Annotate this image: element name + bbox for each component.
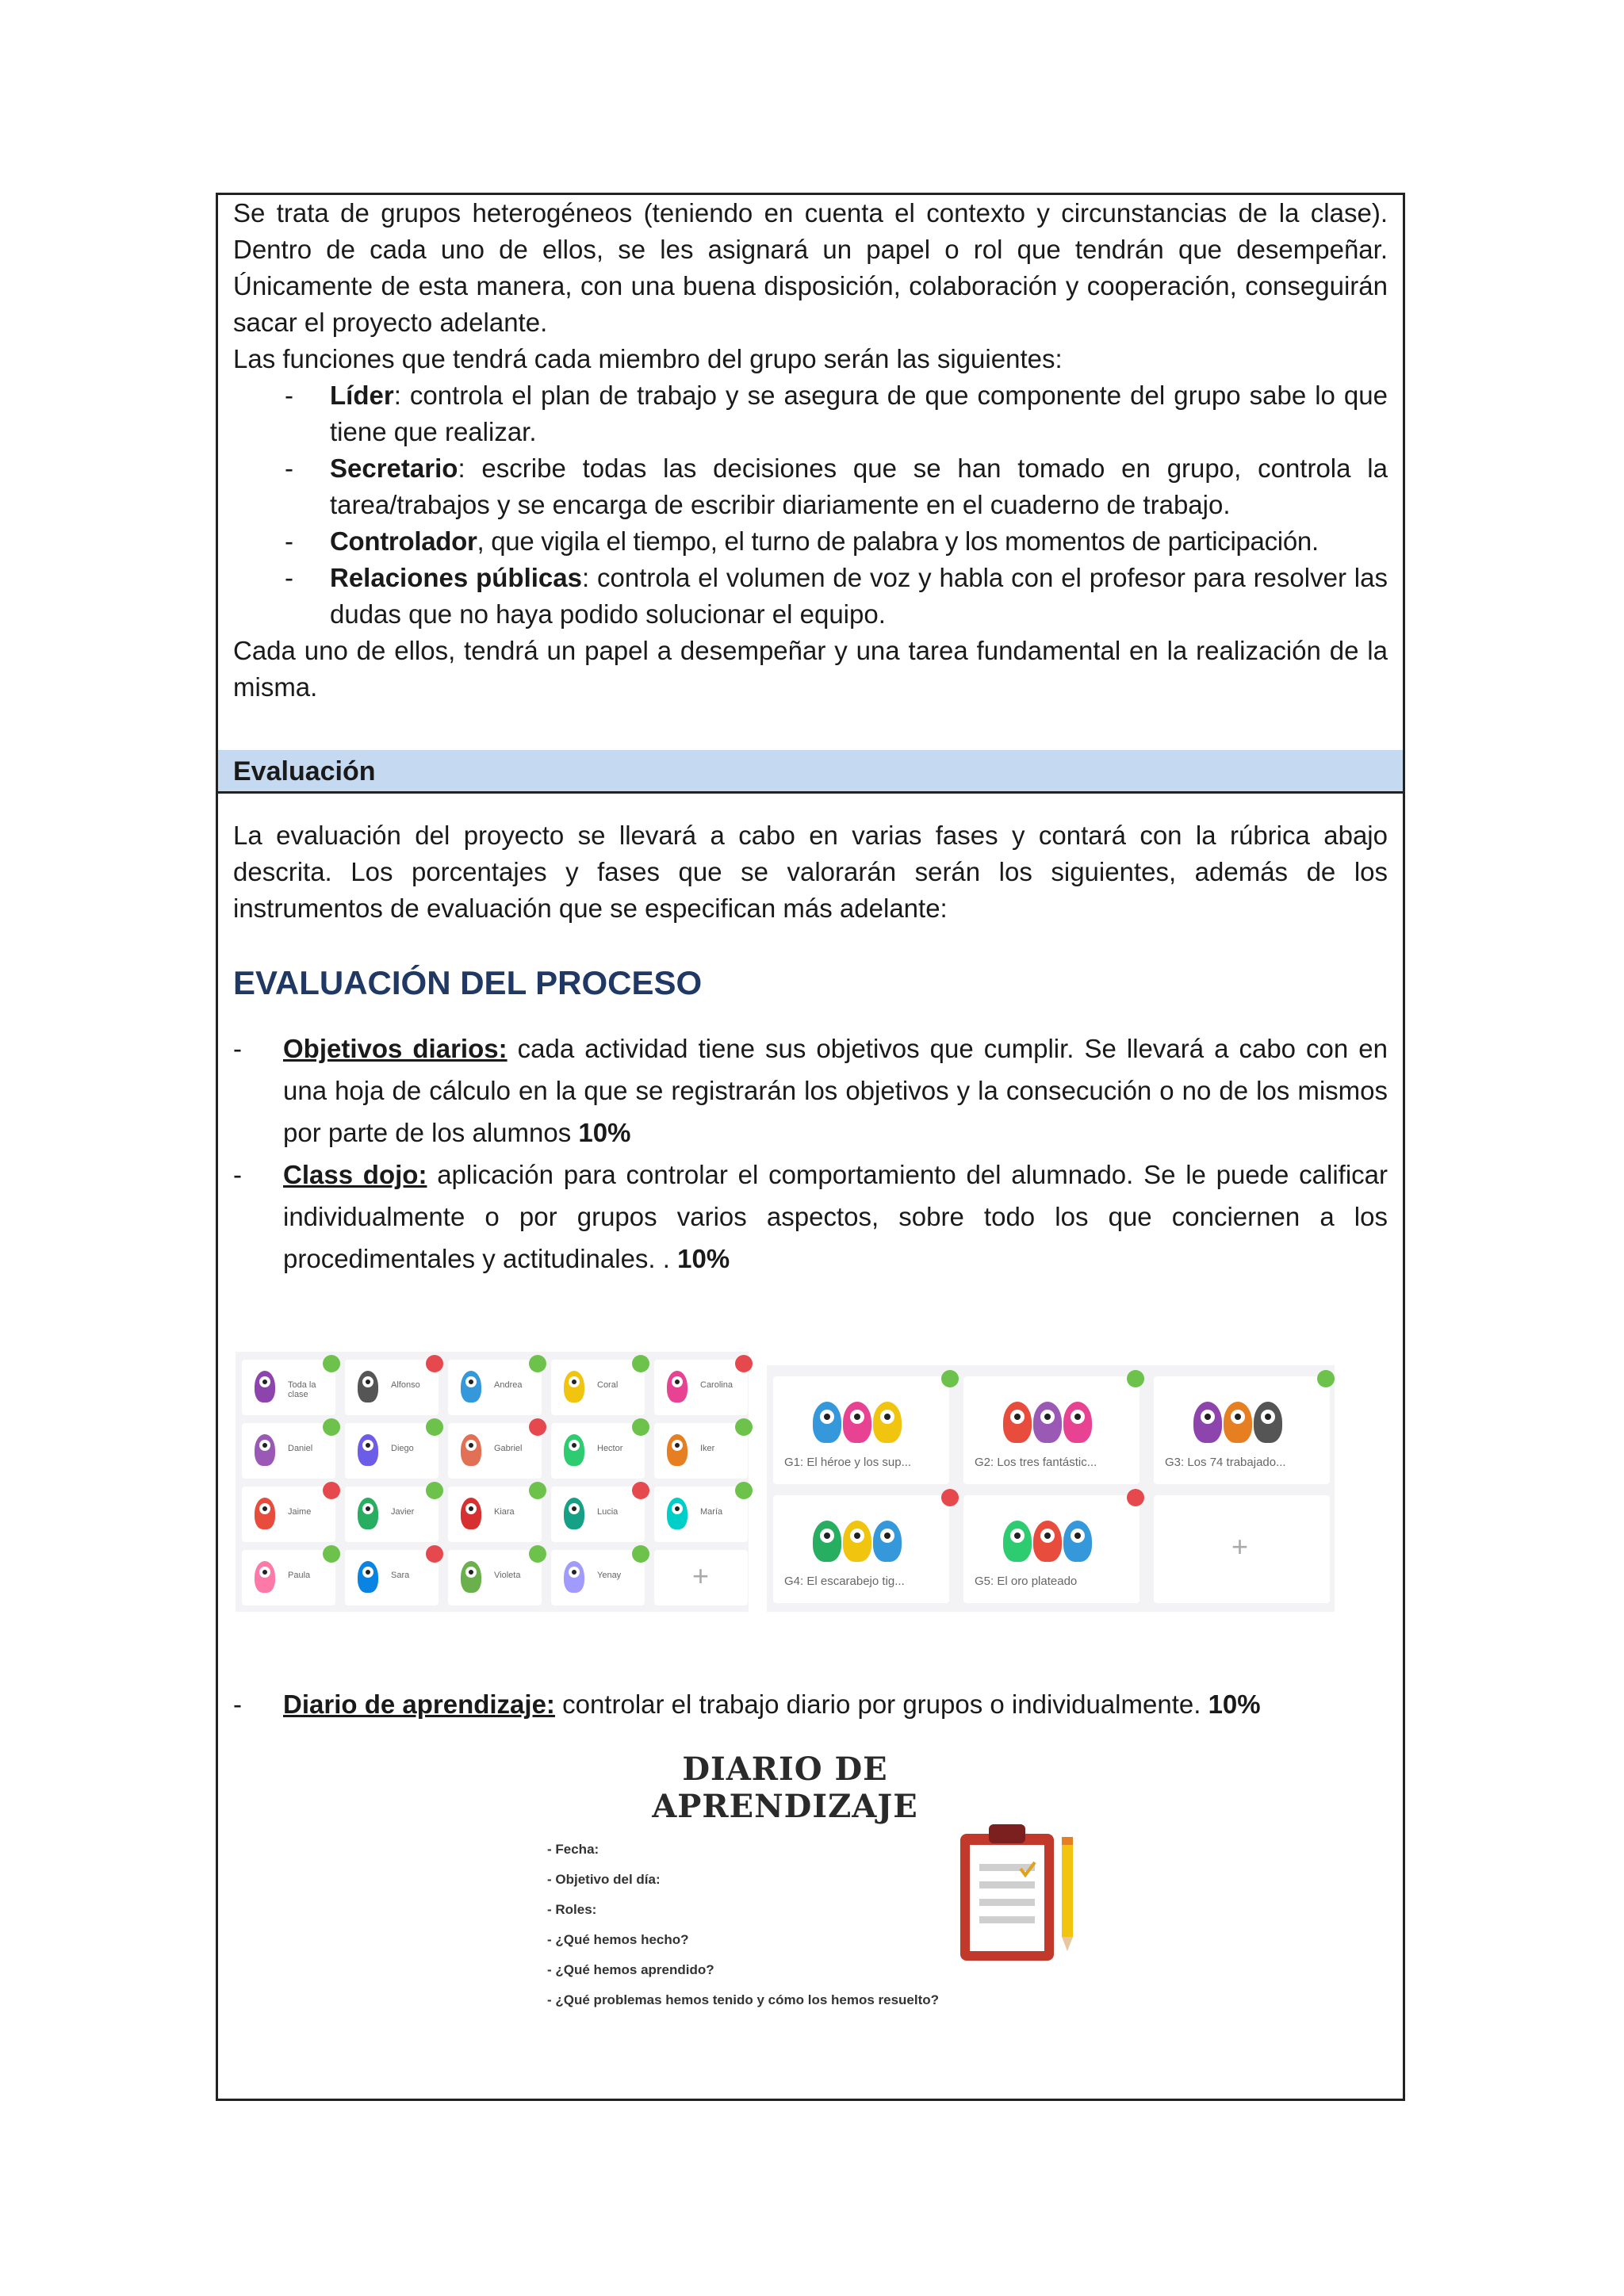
student-card[interactable]: [242, 1550, 335, 1605]
eval-item-text: aplicación para controlar el comportamiento del alumnado. Se le puede calificar individualmente o por grupos varios aspectos, sobre todo los que conciernen a los procedimentales y actitudinales. .: [283, 1160, 1388, 1273]
monster-avatar: [813, 1521, 841, 1562]
monster-eye: [880, 1529, 894, 1543]
eval-item-title: Class dojo:: [283, 1160, 427, 1189]
student-card[interactable]: [345, 1487, 439, 1542]
monster-avatar: [461, 1498, 481, 1529]
student-name: Alfonso: [391, 1380, 420, 1390]
monster-eye: [465, 1376, 477, 1387]
role-item-secretario: [330, 450, 1388, 523]
student-name: Iker: [700, 1444, 715, 1453]
role-text: : escribe todas las decisiones que se han tomado en grupo, controla la tarea/trabajos y se encarga de escribir diariamente en el cuaderno de trabajo.: [330, 453, 1388, 519]
document-table: [216, 193, 1405, 2101]
points-badge: [632, 1545, 649, 1563]
monster-eye: [850, 1410, 864, 1424]
student-name: Gabriel: [494, 1444, 523, 1453]
points-badge: [735, 1482, 753, 1499]
monster-avatar: [564, 1498, 584, 1529]
role-name: Líder: [330, 381, 394, 410]
student-name: Jaime: [288, 1507, 312, 1517]
student-name: Javier: [391, 1507, 415, 1517]
student-card[interactable]: [345, 1550, 439, 1605]
monster-pupil: [469, 1506, 473, 1511]
bullet-dash: -: [233, 1160, 242, 1189]
points-badge: [529, 1482, 546, 1499]
points-badge: [941, 1370, 959, 1387]
monster-avatar: [461, 1434, 481, 1466]
student-card[interactable]: [345, 1360, 439, 1415]
add-student-card[interactable]: [654, 1550, 748, 1605]
monster-eye: [362, 1376, 373, 1387]
clipboard-pencil-icon: [954, 1818, 1081, 1965]
group-card[interactable]: [773, 1376, 949, 1484]
monster-eye: [1231, 1410, 1245, 1424]
monster-avatar: [1033, 1521, 1062, 1562]
monster-pupil: [469, 1443, 473, 1448]
section-heading: EVALUACIÓN DEL PROCESO: [233, 964, 703, 1001]
monster-avatar: [1033, 1402, 1062, 1443]
eval-item-percent: 10%: [1208, 1689, 1261, 1719]
monster-pupil: [675, 1506, 680, 1511]
points-badge: [426, 1418, 443, 1436]
points-badge: [735, 1418, 753, 1436]
role-name: Secretario: [330, 453, 458, 483]
intro-paragraph: Se trata de grupos heterogéneos (teniendo en cuenta el contexto y circunstancias de la clase). Dentro de cada uno de ellos, se les asignará un papel o rol que tendrán que desempeñar. Únicamente de esta manera, con una buena disposición, colaboración y cooperación, conseguirán sacar el proyecto adelante.: [233, 198, 1388, 337]
student-name: Violeta: [494, 1571, 521, 1580]
bullet-dash: -: [285, 563, 293, 592]
points-badge: [1127, 1489, 1144, 1506]
group-name: G2: Los tres fantástic...: [975, 1456, 1097, 1469]
bullet-dash: -: [233, 1034, 242, 1063]
monster-pupil: [854, 1414, 860, 1420]
diario-fields: [547, 1835, 939, 2015]
monster-pupil: [469, 1570, 473, 1575]
role-item-lider: [330, 377, 1388, 450]
group-name: G4: El escarabejo tig...: [784, 1575, 905, 1588]
student-card[interactable]: [448, 1550, 542, 1605]
monster-pupil: [366, 1570, 370, 1575]
student-card[interactable]: [654, 1360, 748, 1415]
monster-pupil: [262, 1443, 267, 1448]
monster-avatar: [1254, 1402, 1282, 1443]
role-item-controlador: [330, 523, 1388, 560]
bullet-dash: -: [285, 381, 293, 410]
monster-avatar: [358, 1371, 378, 1402]
monster-eye: [850, 1529, 864, 1543]
diario-aprendizaje-image: [547, 1751, 1150, 2068]
add-icon[interactable]: +: [1231, 1530, 1249, 1563]
eval-item-title: Diario de aprendizaje:: [283, 1689, 555, 1719]
points-badge: [529, 1355, 546, 1372]
points-badge: [941, 1489, 959, 1506]
monster-avatar: [255, 1434, 275, 1466]
group-name: G5: El oro plateado: [975, 1575, 1078, 1588]
student-card[interactable]: [654, 1423, 748, 1479]
monster-eye: [465, 1440, 477, 1451]
eval-item-percent: 10%: [677, 1244, 730, 1273]
bullet-dash: -: [285, 526, 293, 556]
monster-pupil: [469, 1380, 473, 1384]
diario-field: - ¿Qué problemas hemos tenido y cómo los hemos resuelto?: [547, 1985, 939, 2015]
student-name: Andrea: [494, 1380, 523, 1390]
student-card[interactable]: [448, 1423, 542, 1479]
points-badge: [1127, 1370, 1144, 1387]
points-badge: [1317, 1370, 1335, 1387]
student-name: Lucia: [597, 1507, 619, 1517]
student-name: Toda la clase: [288, 1380, 316, 1399]
closing-paragraph: Cada uno de ellos, tendrá un papel a desempeñar y una tarea fundamental en la realización de la misma.: [233, 636, 1388, 702]
monster-eye: [569, 1503, 580, 1514]
monster-pupil: [366, 1380, 370, 1384]
points-badge: [632, 1355, 649, 1372]
monster-eye: [1040, 1410, 1055, 1424]
monster-eye: [259, 1567, 270, 1578]
points-badge: [323, 1545, 340, 1563]
eval-item-classdojo: [283, 1154, 1388, 1280]
points-badge: [323, 1355, 340, 1372]
student-name: Sara: [391, 1571, 410, 1580]
student-card[interactable]: [345, 1423, 439, 1479]
diario-title: DIARIO DE APRENDIZAJE: [652, 1751, 918, 1825]
monster-pupil: [1074, 1414, 1081, 1420]
monster-avatar: [564, 1434, 584, 1466]
monster-pupil: [572, 1380, 576, 1384]
group-name: G1: El héroe y los sup...: [784, 1456, 912, 1469]
student-card[interactable]: [551, 1487, 645, 1542]
student-card[interactable]: [551, 1423, 645, 1479]
group-card[interactable]: [1154, 1376, 1330, 1484]
diario-field: - ¿Qué hemos hecho?: [547, 1925, 939, 1955]
monster-avatar: [1063, 1402, 1092, 1443]
monster-avatar: [255, 1498, 275, 1529]
eval-item-percent: 10%: [578, 1118, 631, 1147]
monster-pupil: [675, 1443, 680, 1448]
monster-avatar: [1193, 1402, 1222, 1443]
monster-avatar: [667, 1434, 688, 1466]
student-name: Paula: [288, 1571, 311, 1580]
monster-pupil: [572, 1443, 576, 1448]
monster-eye: [1261, 1410, 1275, 1424]
monster-pupil: [1044, 1414, 1051, 1420]
points-badge: [632, 1418, 649, 1436]
monster-pupil: [572, 1570, 576, 1575]
monster-pupil: [824, 1414, 830, 1420]
monster-pupil: [1205, 1414, 1211, 1420]
monster-pupil: [366, 1506, 370, 1511]
classdojo-students-screenshot: [236, 1352, 749, 1612]
student-card[interactable]: [654, 1487, 748, 1542]
monster-avatar: [843, 1521, 871, 1562]
role-item-relaciones: [330, 560, 1388, 633]
points-badge: [426, 1482, 443, 1499]
student-card[interactable]: [242, 1360, 335, 1415]
monster-avatar: [358, 1498, 378, 1529]
role-name: Controlador: [330, 526, 477, 556]
points-badge: [426, 1355, 443, 1372]
monster-eye: [1201, 1410, 1215, 1424]
monster-avatar: [873, 1402, 902, 1443]
student-card[interactable]: [242, 1487, 335, 1542]
monster-eye: [1040, 1529, 1055, 1543]
points-badge: [426, 1545, 443, 1563]
monster-eye: [1010, 1529, 1025, 1543]
monster-eye: [820, 1529, 834, 1543]
monster-avatar: [813, 1402, 841, 1443]
group-card[interactable]: [963, 1376, 1139, 1484]
monster-eye: [569, 1567, 580, 1578]
student-card[interactable]: [242, 1423, 335, 1479]
role-name: Relaciones públicas: [330, 563, 582, 592]
monster-avatar: [1003, 1521, 1032, 1562]
monster-avatar: [667, 1498, 688, 1529]
points-badge: [529, 1545, 546, 1563]
diario-field: - Objetivo del día:: [547, 1865, 939, 1895]
monster-avatar: [667, 1371, 688, 1402]
monster-avatar: [564, 1371, 584, 1402]
evaluacion-header: Evaluación: [218, 750, 1403, 794]
points-badge: [632, 1482, 649, 1499]
monster-avatar: [843, 1402, 871, 1443]
monster-eye: [259, 1440, 270, 1451]
evaluacion-intro: La evaluación del proyecto se llevará a cabo en varias fases y contará con la rúbrica abajo descrita. Los porcentajes y fases que se valorarán serán los siguientes, además de los instrumentos de evaluación que se especifican más adelante:: [233, 821, 1388, 923]
points-badge: [323, 1418, 340, 1436]
monster-pupil: [1014, 1533, 1021, 1539]
points-badge: [735, 1355, 753, 1372]
role-text: : controla el plan de trabajo y se asegura de que componente del grupo sabe lo que tiene que realizar.: [330, 381, 1388, 446]
monster-avatar: [1224, 1402, 1252, 1443]
monster-pupil: [675, 1380, 680, 1384]
student-name: María: [700, 1507, 723, 1517]
student-name: Kiara: [494, 1507, 515, 1517]
add-icon[interactable]: +: [692, 1559, 710, 1592]
roles-intro: Las funciones que tendrá cada miembro del grupo serán las siguientes:: [233, 344, 1063, 373]
monster-eye: [259, 1503, 270, 1514]
points-badge: [323, 1482, 340, 1499]
monster-eye: [1010, 1410, 1025, 1424]
monster-eye: [569, 1376, 580, 1387]
monster-eye: [362, 1567, 373, 1578]
bullet-dash: -: [233, 1689, 242, 1719]
monster-pupil: [1044, 1533, 1051, 1539]
student-name: Coral: [597, 1380, 619, 1390]
student-name: Diego: [391, 1444, 414, 1453]
monster-avatar: [1003, 1402, 1032, 1443]
eval-item-title: Objetivos diarios:: [283, 1034, 508, 1063]
monster-avatar: [461, 1561, 481, 1593]
student-card[interactable]: [551, 1360, 645, 1415]
monster-pupil: [1235, 1414, 1241, 1420]
group-name: G3: Los 74 trabajado...: [1165, 1456, 1286, 1469]
diario-field: - Roles:: [547, 1895, 939, 1925]
add-group-card[interactable]: [1154, 1495, 1330, 1603]
monster-eye: [259, 1376, 270, 1387]
student-name: Yenay: [597, 1571, 622, 1580]
bullet-dash: -: [285, 453, 293, 483]
monster-avatar: [873, 1521, 902, 1562]
group-card[interactable]: [963, 1495, 1139, 1603]
monster-eye: [569, 1440, 580, 1451]
monster-eye: [465, 1503, 477, 1514]
role-text: , que vigila el tiempo, el turno de palabra y los momentos de participación.: [477, 526, 1319, 556]
eval-item-text: controlar el trabajo diario por grupos o individualmente.: [554, 1689, 1208, 1719]
student-name: Carolina: [700, 1380, 733, 1390]
monster-eye: [1071, 1529, 1085, 1543]
monster-eye: [672, 1440, 683, 1451]
role-text: : controla el volumen de voz y habla con el profesor para resolver las dudas que no haya podido solucionar el equipo.: [330, 563, 1388, 629]
eval-item-objetivos: [283, 1027, 1388, 1154]
monster-eye: [672, 1503, 683, 1514]
monster-eye: [880, 1410, 894, 1424]
points-badge: [529, 1418, 546, 1436]
eval-item-text: cada actividad tiene sus objetivos que cumplir. Se llevará a cabo con en una hoja de cálculo en la que se registrarán los objetivos y la consecución o no de los mismos por parte de los alumnos: [283, 1034, 1388, 1147]
monster-pupil: [262, 1380, 267, 1384]
monster-eye: [465, 1567, 477, 1578]
monster-pupil: [854, 1533, 860, 1539]
monster-pupil: [1074, 1533, 1081, 1539]
monster-avatar: [564, 1561, 584, 1593]
monster-pupil: [262, 1570, 267, 1575]
monster-pupil: [366, 1443, 370, 1448]
monster-avatar: [255, 1561, 275, 1593]
monster-pupil: [1014, 1414, 1021, 1420]
monster-avatar: [255, 1371, 275, 1402]
student-card[interactable]: [448, 1487, 542, 1542]
monster-avatar: [461, 1371, 481, 1402]
group-card[interactable]: [773, 1495, 949, 1603]
monster-avatar: [358, 1561, 378, 1593]
monster-eye: [820, 1410, 834, 1424]
monster-pupil: [262, 1506, 267, 1511]
roles-section: [218, 195, 1403, 752]
student-name: Hector: [597, 1444, 623, 1453]
student-card[interactable]: [551, 1550, 645, 1605]
diario-field: - ¿Qué hemos aprendido?: [547, 1955, 939, 1985]
monster-pupil: [1265, 1414, 1271, 1420]
monster-pupil: [884, 1533, 891, 1539]
student-name: Daniel: [288, 1444, 313, 1453]
monster-pupil: [884, 1414, 891, 1420]
monster-pupil: [572, 1506, 576, 1511]
eval-item-diario: [283, 1683, 1388, 1725]
monster-pupil: [824, 1533, 830, 1539]
monster-eye: [1071, 1410, 1085, 1424]
student-card[interactable]: [448, 1360, 542, 1415]
monster-avatar: [358, 1434, 378, 1466]
diario-field: - Fecha:: [547, 1835, 939, 1865]
monster-eye: [362, 1440, 373, 1451]
classdojo-groups-screenshot: [767, 1365, 1335, 1612]
monster-eye: [362, 1503, 373, 1514]
monster-avatar: [1063, 1521, 1092, 1562]
monster-eye: [672, 1376, 683, 1387]
